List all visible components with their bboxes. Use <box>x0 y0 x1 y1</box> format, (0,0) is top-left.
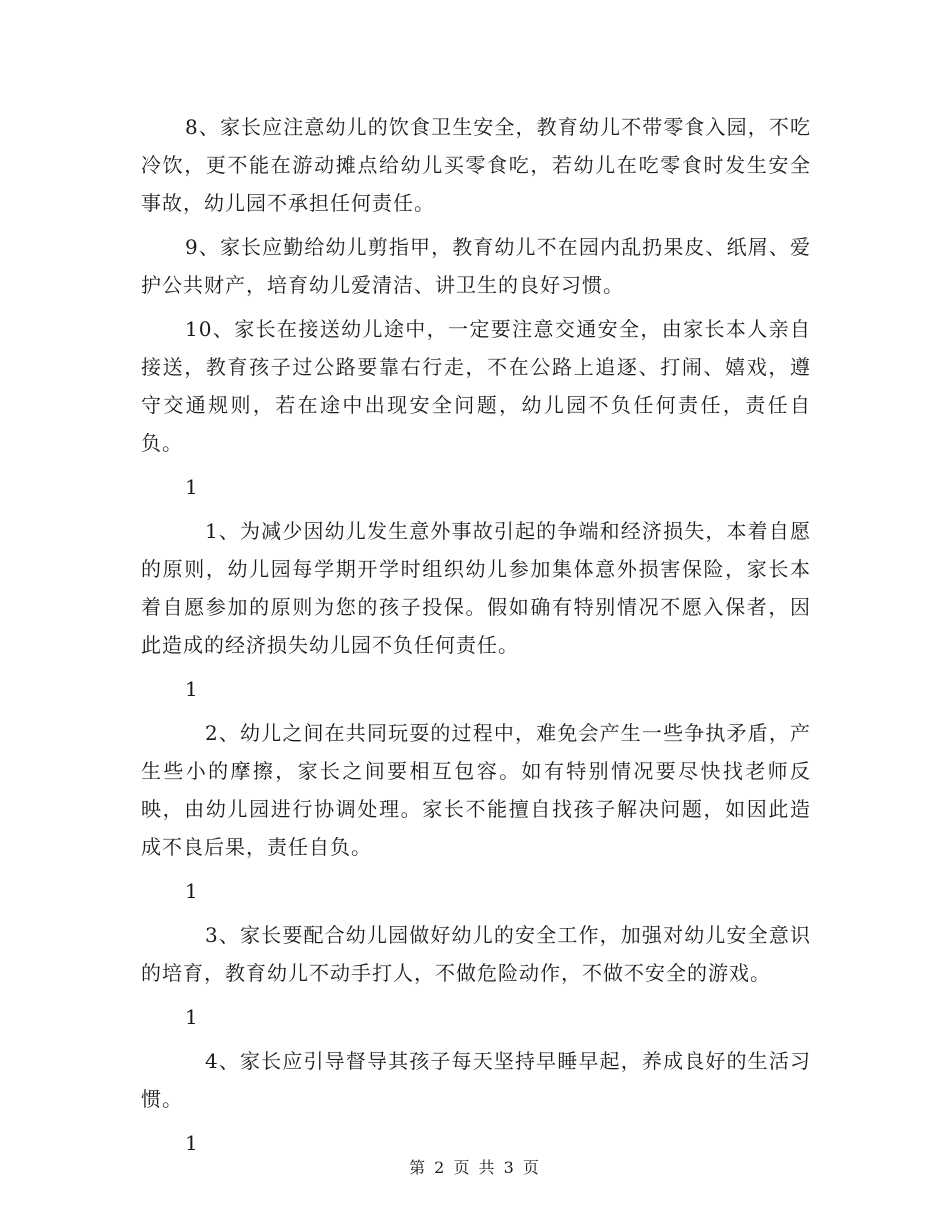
paragraph-8: 8、家长应注意幼儿的饮食卫生安全，教育幼儿不带零食入园，不吃冷饮，更不能在游动摊点给幼儿买零食吃，若幼儿在吃零食时发生安全事故，幼儿园不承担任何责任。 <box>141 115 811 215</box>
section-marker-1: 1 <box>185 475 199 499</box>
document-body <box>141 108 811 1162</box>
item-2-conflict: 2、幼儿之间在共同玩耍的过程中，难免会产生一些争执矛盾，产生些小的摩擦，家长之间要相互包容。如有特别情况要尽快找老师反映，由幼儿园进行协调处理。家长不能擅自找孩子解决问题，如因此造成不良后果，责任自负。 <box>141 721 811 859</box>
section-marker-4: 1 <box>185 1005 199 1029</box>
item-3-safety: 3、家长要配合幼儿园做好幼儿的安全工作，加强对幼儿安全意识的培育，教育幼儿不动手打人，不做危险动作，不做不安全的游戏。 <box>141 923 811 985</box>
section-marker-5: 1 <box>185 1131 199 1155</box>
section-marker-2: 1 <box>185 677 199 701</box>
page-footer: 第 2 页 共 3 页 <box>409 1158 541 1177</box>
item-1-insurance: 1、为减少因幼儿发生意外事故引起的争端和经济损失，本着自愿的原则，幼儿园每学期开学时组织幼儿参加集体意外损害保险，家长本着自愿参加的原则为您的孩子投保。假如确有特别情况不愿入保者，因此造成的经济损失幼儿园不负任何责任。 <box>141 519 811 657</box>
item-4-habits: 4、家长应引导督导其孩子每天坚持早睡早起，养成良好的生活习惯。 <box>141 1049 811 1111</box>
paragraph-9: 9、家长应勤给幼儿剪指甲，教育幼儿不在园内乱扔果皮、纸屑、爱护公共财产，培育幼儿爱清洁、讲卫生的良好习惯。 <box>141 235 811 297</box>
section-marker-3: 1 <box>185 879 199 903</box>
paragraph-10: 10、家长在接送幼儿途中，一定要注意交通安全，由家长本人亲自接送，教育孩子过公路要靠右行走，不在公路上追逐、打闹、嬉戏，遵守交通规则，若在途中出现安全问题，幼儿园不负任何责任，责任自负。 <box>141 317 811 455</box>
